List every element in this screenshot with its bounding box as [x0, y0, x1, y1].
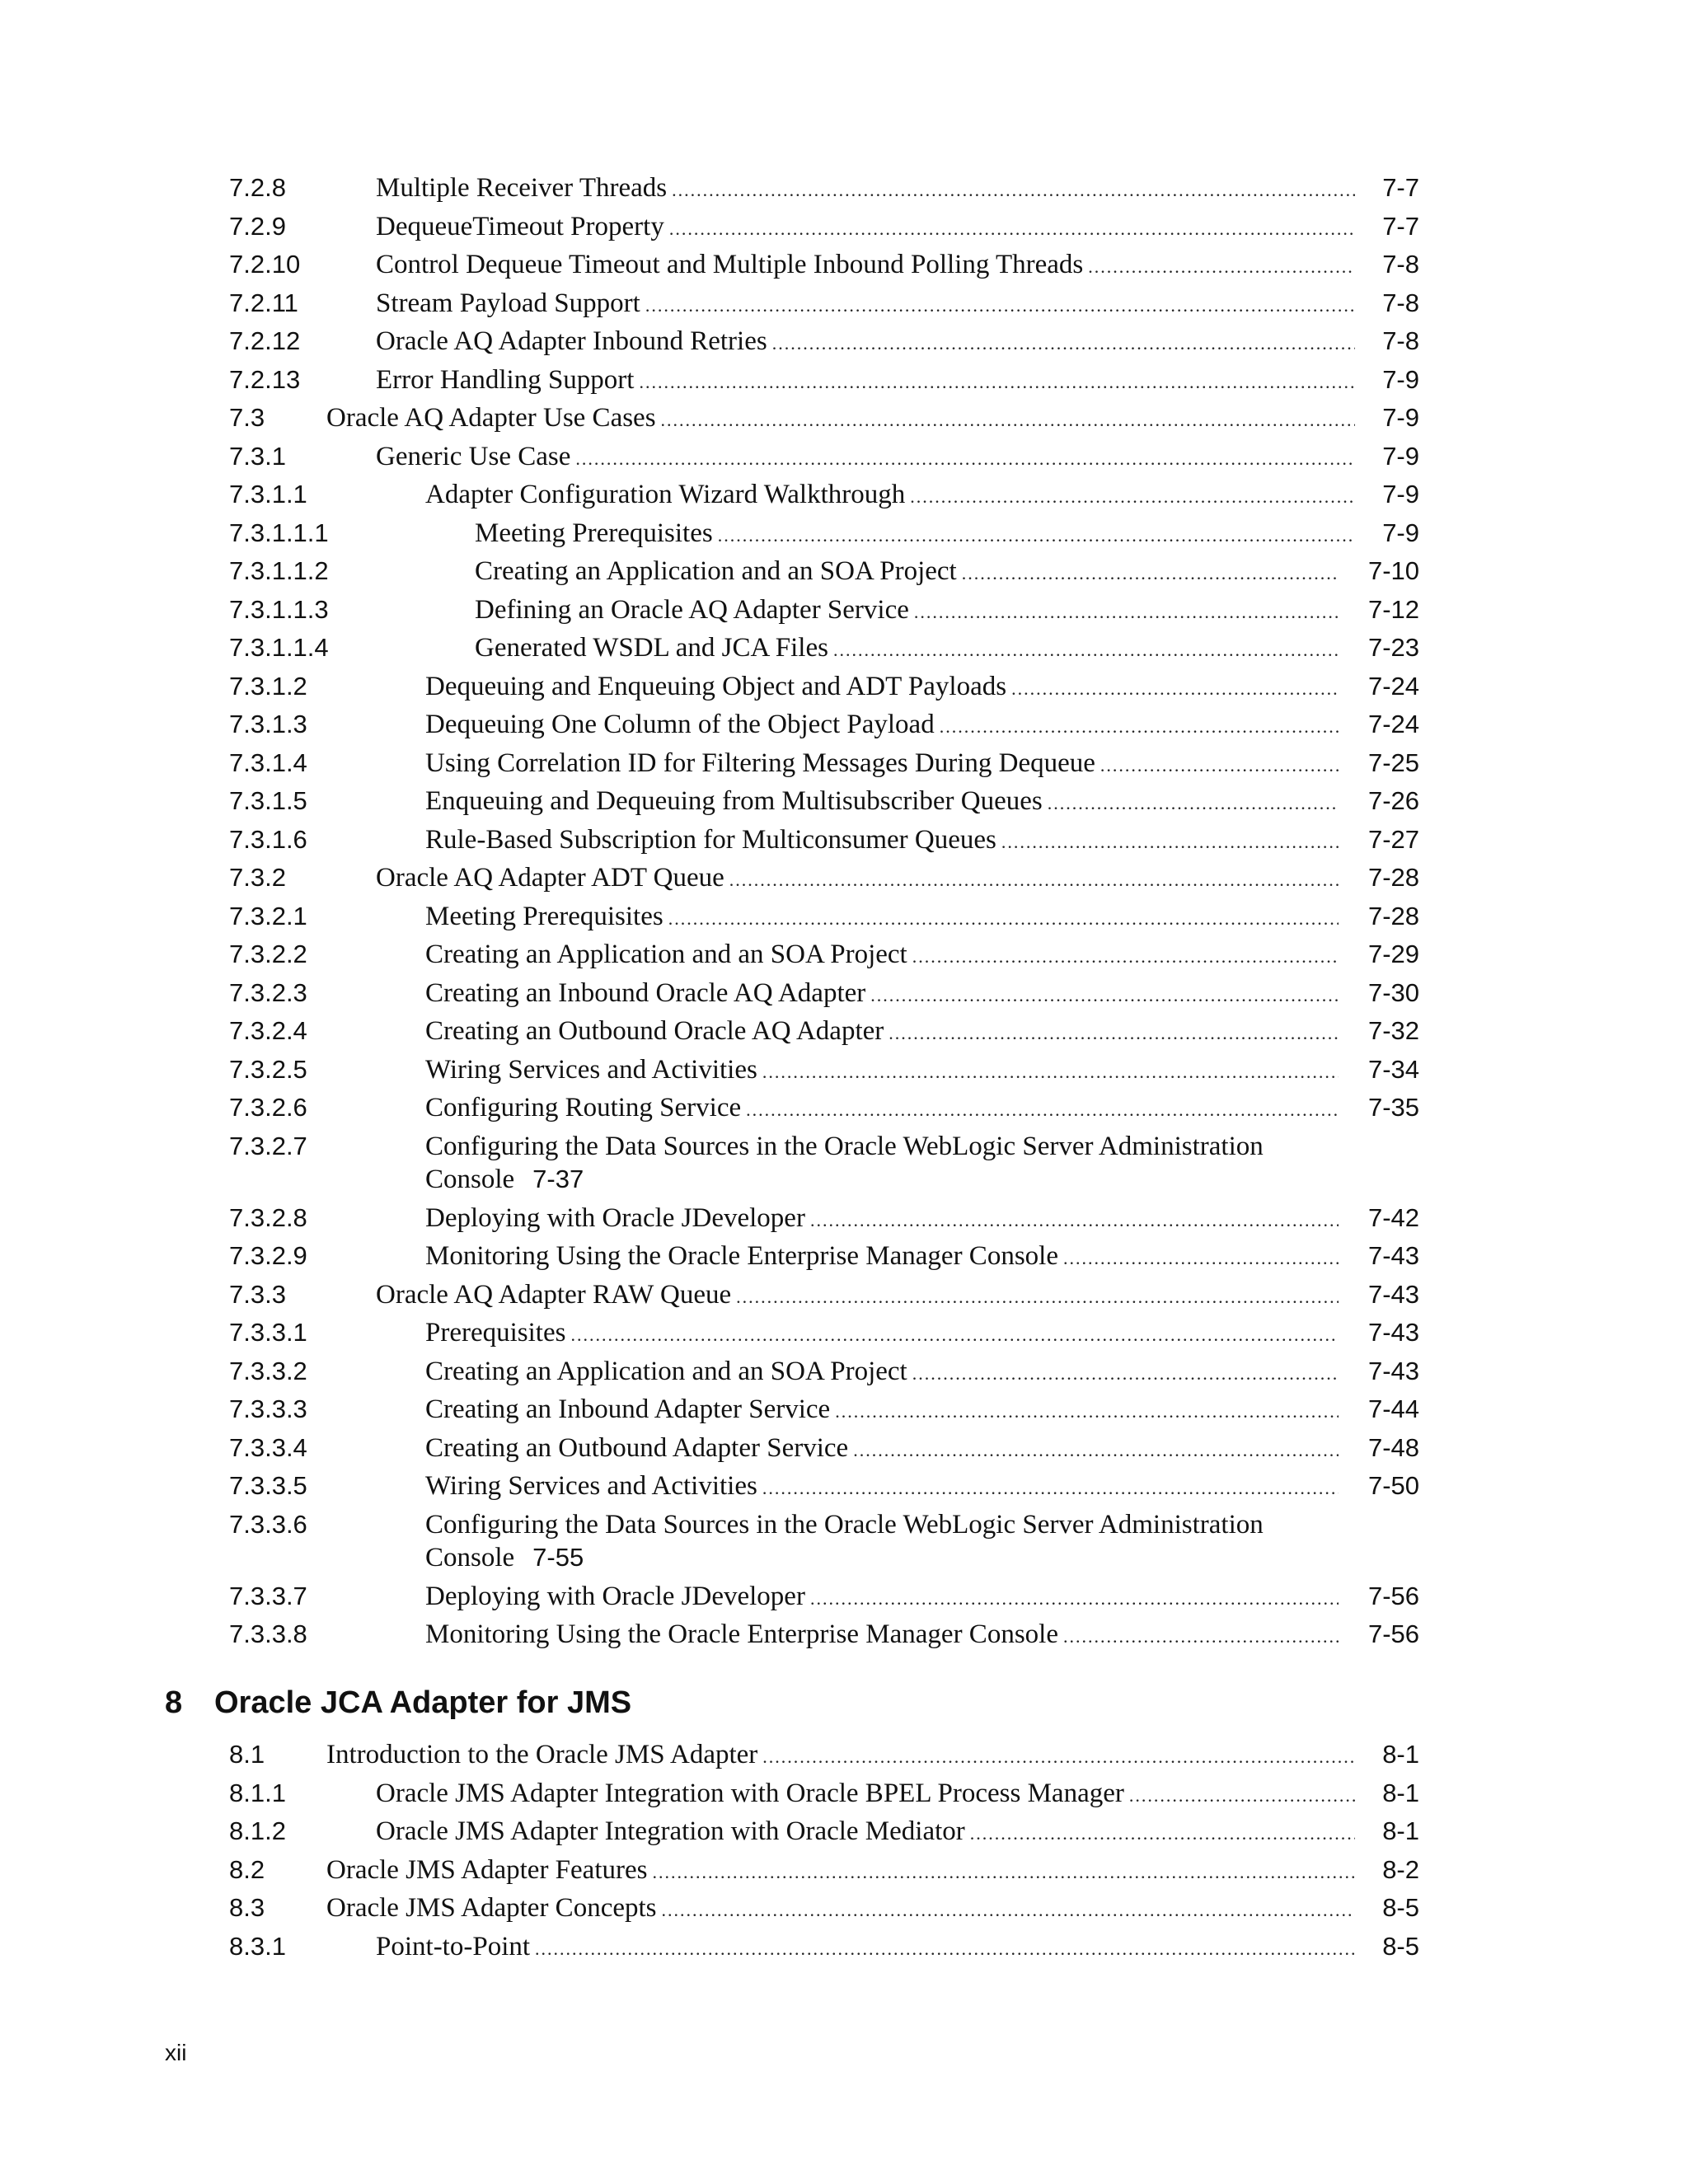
dot-leader [835, 1401, 1339, 1422]
toc-entry-page: 7-50 [1367, 1471, 1419, 1500]
toc-entry-page: 7-28 [1367, 863, 1419, 892]
toc-entry[interactable] [0, 514, 1688, 552]
dot-leader [762, 1478, 1339, 1499]
toc-entry-title: Creating an Outbound Adapter Service [425, 1432, 849, 1463]
toc-entry-title: Oracle AQ Adapter ADT Queue [376, 863, 724, 893]
toc-entry[interactable] [0, 476, 1688, 513]
toc-entry-title: Deploying with Oracle JDeveloper [425, 1581, 805, 1611]
dot-leader [1063, 1626, 1339, 1647]
toc-entry-number: 7.3.2.4 [229, 1016, 307, 1045]
toc-entry-title: Creating an Inbound Oracle AQ Adapter [425, 977, 866, 1008]
toc-entry-title: Enqueuing and Dequeuing from Multisubscriber Queues [425, 786, 1043, 816]
toc-entry-title: Creating an Application and an SOA Project [425, 1356, 907, 1386]
dot-leader [1088, 256, 1355, 278]
toc-entry-page: 7-7 [1382, 173, 1419, 202]
toc-entry-page: 7-24 [1367, 671, 1419, 701]
toc-entry[interactable] [0, 705, 1688, 743]
toc-entry[interactable] [0, 1467, 1688, 1505]
toc-entry[interactable] [0, 1089, 1688, 1127]
toc-entry-number: 7.3.2.8 [229, 1202, 307, 1232]
dot-leader [762, 1746, 1355, 1768]
dot-leader [810, 1588, 1339, 1610]
dot-leader [889, 1023, 1339, 1044]
toc-entry-title: Wiring Services and Activities [425, 1054, 757, 1085]
toc-entry-page: 7-37 [532, 1165, 584, 1193]
toc-entry-number: 7.3.1.2 [229, 671, 307, 701]
toc-entry-title: Monitoring Using the Oracle Enterprise Manager Console [425, 1241, 1058, 1271]
toc-entry-page: 7-8 [1382, 326, 1419, 355]
dot-leader [668, 908, 1339, 930]
dot-leader [746, 1099, 1339, 1121]
toc-entry-number: 7.3.3.7 [229, 1581, 307, 1610]
chapter-title: Oracle JCA Adapter for JMS [214, 1685, 632, 1720]
toc-entry-page: 7-56 [1367, 1581, 1419, 1610]
toc-entry[interactable] [0, 1429, 1688, 1467]
toc-entry-page: 7-26 [1367, 786, 1419, 815]
dot-leader [912, 946, 1339, 968]
toc-entry-number: 7.2.12 [229, 326, 301, 355]
toc-entry[interactable] [0, 1314, 1688, 1352]
toc-entry-page: 8-2 [1382, 1854, 1419, 1884]
toc-entry-number: 7.3 [229, 403, 265, 432]
toc-entry[interactable] [0, 1276, 1688, 1314]
page-footer-number: xii [165, 2040, 187, 2065]
toc-entry-page: 7-43 [1367, 1356, 1419, 1385]
toc-entry-number: 7.3.2.3 [229, 977, 307, 1007]
toc-entry-page: 8-1 [1382, 1740, 1419, 1769]
toc-entry[interactable] [0, 1352, 1688, 1390]
dot-leader [1063, 1248, 1339, 1269]
dot-leader [912, 1363, 1339, 1385]
toc-entry[interactable] [0, 169, 1688, 207]
dot-leader [772, 333, 1355, 354]
toc-entry-number: 7.3.1.1.1 [229, 518, 329, 547]
dot-leader [570, 1324, 1339, 1346]
toc-entry-title: Oracle JMS Adapter Integration with Oracle Mediator [376, 1816, 965, 1846]
toc-entry-title: Creating an Inbound Adapter Service [425, 1394, 831, 1424]
toc-entry-title: Meeting Prerequisites [425, 901, 663, 931]
toc-entry-title-continued: Console [425, 1165, 515, 1194]
toc-entry[interactable] [0, 782, 1688, 820]
toc-entry[interactable] [0, 974, 1688, 1012]
toc-entry-title: Prerequisites [425, 1318, 566, 1347]
toc-entry-title: Using Correlation ID for Filtering Messages During Dequeue [425, 748, 1095, 778]
dot-leader [645, 295, 1355, 316]
toc-entry[interactable] [0, 1199, 1688, 1237]
dot-leader [914, 602, 1339, 623]
toc-entry-page: 7-42 [1367, 1202, 1419, 1232]
toc-entry[interactable] [0, 1051, 1688, 1089]
toc-entry-title-continued: Console [425, 1543, 515, 1572]
toc-entry[interactable] [0, 898, 1688, 935]
toc-entry-page: 7-43 [1367, 1279, 1419, 1309]
toc-entry[interactable] [0, 1851, 1688, 1889]
toc-entry-number: 7.3.3.6 [229, 1509, 307, 1539]
toc-entry[interactable] [0, 591, 1688, 629]
toc-entry-title: Generic Use Case [376, 441, 571, 471]
chapter-heading [165, 1681, 631, 1724]
toc-entry-number: 7.3.2.5 [229, 1054, 307, 1084]
toc-entry-number: 7.3.1.1.4 [229, 633, 329, 662]
toc-entry[interactable] [0, 1615, 1688, 1653]
toc-entry[interactable] [0, 1736, 1688, 1774]
toc-entry[interactable] [0, 208, 1688, 246]
toc-entry-page: 7-7 [1382, 211, 1419, 241]
toc-entry-number: 7.3.1.1.2 [229, 556, 329, 585]
dot-leader [962, 563, 1339, 584]
toc-entry-page: 8-1 [1382, 1778, 1419, 1807]
toc-entry-title: Configuring Routing Service [425, 1093, 742, 1122]
toc-entry-number: 8.3.1 [229, 1931, 286, 1961]
dot-leader [652, 1862, 1355, 1883]
dot-leader [1011, 678, 1339, 700]
toc-entry-title: Generated WSDL and JCA Files [475, 633, 828, 663]
dot-leader [940, 716, 1339, 738]
toc-entry-title: Point-to-Point [376, 1931, 531, 1961]
dot-leader [535, 1938, 1355, 1960]
toc-entry-title: Control Dequeue Timeout and Multiple Inbound Polling Threads [376, 250, 1084, 279]
toc-entry-title: Monitoring Using the Oracle Enterprise Manager Console [425, 1619, 1058, 1649]
toc-entry-number: 7.3.3 [229, 1279, 286, 1309]
dot-leader [810, 1210, 1339, 1231]
toc-entry-number: 7.3.3.3 [229, 1394, 307, 1423]
toc-entry-page: 7-24 [1367, 710, 1419, 738]
toc-entry-title: Error Handling Support [376, 364, 635, 395]
toc-entry-page: 7-27 [1367, 824, 1419, 854]
toc-entry-number: 7.2.10 [229, 250, 301, 279]
toc-entry[interactable] [0, 1127, 1688, 1194]
toc-entry-title: Multiple Receiver Threads [376, 173, 668, 203]
toc-entry-title: Meeting Prerequisites [475, 518, 713, 548]
toc-entry[interactable] [0, 1012, 1688, 1050]
toc-entry-page: 8-1 [1382, 1816, 1419, 1845]
toc-entry-title: DequeueTimeout Property [376, 211, 664, 241]
toc-entry[interactable] [0, 1889, 1688, 1927]
toc-entry-number: 8.3 [229, 1893, 265, 1922]
toc-entry-title: Oracle JMS Adapter Concepts [326, 1893, 657, 1923]
toc-entry-number: 8.1 [229, 1740, 265, 1769]
toc-entry-title: Dequeuing and Enqueuing Object and ADT Payloads [425, 671, 1007, 701]
toc-entry-page: 7-48 [1367, 1432, 1419, 1462]
toc-entry-page: 7-56 [1367, 1619, 1419, 1648]
toc-entry-title: Oracle AQ Adapter RAW Queue [376, 1279, 732, 1310]
toc-entry-page: 7-34 [1367, 1054, 1419, 1084]
toc-entry-number: 7.3.3.5 [229, 1471, 307, 1500]
toc-entry-page: 7-23 [1367, 633, 1419, 662]
dot-leader [1129, 1785, 1355, 1807]
toc-entry-number: 7.3.2.7 [229, 1131, 307, 1160]
dot-leader [729, 869, 1339, 891]
toc-entry-page: 7-29 [1367, 940, 1419, 968]
toc-entry-number: 7.3.2.2 [229, 940, 307, 968]
toc-entry-title: Stream Payload Support [376, 288, 640, 318]
toc-entry-number: 7.3.1.1.3 [229, 594, 329, 624]
dot-leader [669, 218, 1355, 240]
toc-entry-title: Introduction to the Oracle JMS Adapter [326, 1740, 758, 1769]
dot-leader [1001, 832, 1339, 853]
toc-entry[interactable] [0, 552, 1688, 590]
dot-leader [575, 448, 1355, 470]
dot-leader [718, 525, 1355, 546]
dot-leader [1100, 755, 1339, 776]
toc-entry[interactable] [0, 1237, 1688, 1275]
toc-entry-title: Rule-Based Subscription for Multiconsumer Queues [425, 824, 996, 855]
toc-entry-page: 7-9 [1382, 441, 1419, 471]
toc-entry-title: Adapter Configuration Wizard Walkthrough [425, 480, 906, 509]
toc-entry-page: 7-43 [1367, 1241, 1419, 1270]
toc-entry-number: 8.2 [229, 1854, 265, 1884]
toc-entry-number: 7.3.3.4 [229, 1432, 307, 1462]
toc-entry-page: 7-35 [1367, 1093, 1419, 1122]
toc-entry-page: 7-25 [1367, 748, 1419, 777]
toc-entry-number: 7.3.1.3 [229, 710, 307, 738]
toc-entry-page: 8-5 [1382, 1893, 1419, 1922]
toc-entry[interactable] [0, 284, 1688, 322]
toc-entry-page: 7-9 [1382, 364, 1419, 394]
toc-entry-number: 7.3.2.6 [229, 1093, 307, 1122]
toc-entry[interactable] [0, 361, 1688, 399]
toc-entry-page: 7-8 [1382, 250, 1419, 279]
toc-entry-page: 7-10 [1367, 556, 1419, 585]
toc-entry[interactable] [0, 668, 1688, 705]
toc-entry-number: 7.2.11 [229, 288, 298, 317]
toc-entry-number: 8.1.1 [229, 1778, 286, 1807]
dot-leader [736, 1286, 1339, 1308]
toc-entry-title: Configuring the Data Sources in the Oracle WebLogic Server Administration [425, 1131, 1264, 1161]
dot-leader [870, 985, 1339, 1006]
toc-entry[interactable] [0, 1577, 1688, 1615]
toc-entry-title: Wiring Services and Activities [425, 1471, 757, 1501]
toc-entry-number: 7.2.9 [229, 211, 286, 241]
dot-leader [762, 1062, 1339, 1083]
toc-entry[interactable] [0, 935, 1688, 973]
dot-leader [672, 180, 1355, 201]
toc-entry-title: Deploying with Oracle JDeveloper [425, 1202, 805, 1233]
toc-entry[interactable] [0, 1812, 1688, 1850]
toc-entry-number: 7.3.1.6 [229, 824, 307, 854]
toc-entry[interactable] [0, 1390, 1688, 1428]
toc-entry-page: 7-30 [1367, 977, 1419, 1007]
dot-leader [639, 372, 1355, 393]
toc-entry-number: 7.3.1.4 [229, 748, 307, 777]
toc-entry[interactable] [0, 1506, 1688, 1572]
toc-entry-number: 7.3.3.8 [229, 1619, 307, 1648]
toc-entry-title: Oracle AQ Adapter Inbound Retries [376, 326, 767, 356]
toc-entry-page: 7-32 [1367, 1016, 1419, 1045]
toc-entry[interactable] [0, 821, 1688, 859]
dot-leader [853, 1440, 1339, 1461]
toc-entry-page: 7-9 [1382, 480, 1419, 509]
toc-entry-page: 7-55 [532, 1543, 584, 1572]
toc-entry-page: 7-28 [1367, 901, 1419, 930]
toc-entry-number: 7.3.3.1 [229, 1318, 307, 1347]
toc-entry-title: Creating an Application and an SOA Project [475, 556, 957, 586]
dot-leader [661, 410, 1355, 431]
dot-leader [910, 486, 1355, 508]
toc-entry-page: 7-9 [1382, 403, 1419, 432]
toc-entry-number: 7.3.1.5 [229, 786, 307, 815]
toc-entry-title: Configuring the Data Sources in the Oracle WebLogic Server Administration [425, 1509, 1264, 1540]
toc-entry-title: Creating an Application and an SOA Project [425, 940, 907, 969]
toc-entry-number: 7.3.1.1 [229, 480, 307, 509]
toc-entry-page: 7-12 [1367, 594, 1419, 624]
toc-entry[interactable] [0, 1928, 1688, 1966]
toc-entry-title: Oracle JMS Adapter Features [326, 1854, 648, 1885]
toc-entry-title: Defining an Oracle AQ Adapter Service [475, 594, 909, 625]
toc-entry-title: Oracle AQ Adapter Use Cases [326, 403, 656, 433]
toc-entry-page: 7-8 [1382, 288, 1419, 317]
toc-entry-number: 8.1.2 [229, 1816, 286, 1845]
toc-entry-number: 7.3.3.2 [229, 1356, 307, 1385]
toc-entry[interactable] [0, 438, 1688, 476]
toc-entry-number: 7.2.13 [229, 364, 301, 394]
toc-entry-page: 7-43 [1367, 1318, 1419, 1347]
toc-entry-number: 7.3.2.1 [229, 901, 307, 930]
dot-leader [833, 640, 1339, 661]
toc-entry-number: 7.3.2 [229, 863, 286, 892]
toc-entry[interactable] [0, 322, 1688, 360]
dot-leader [662, 1900, 1356, 1921]
chapter-number: 8 [165, 1685, 183, 1720]
toc-entry[interactable] [0, 399, 1688, 437]
dot-leader [1048, 793, 1339, 814]
toc-entry-title: Creating an Outbound Oracle AQ Adapter [425, 1016, 884, 1046]
toc-entry[interactable] [0, 744, 1688, 782]
toc-entry[interactable] [0, 629, 1688, 667]
toc-entry[interactable] [0, 859, 1688, 897]
toc-entry-title: Oracle JMS Adapter Integration with Oracle BPEL Process Manager [376, 1778, 1124, 1808]
toc-entry-title: Dequeuing One Column of the Object Payload [425, 710, 935, 739]
toc-entry-number: 7.3.2.9 [229, 1241, 307, 1270]
toc-entry-number: 7.3.1 [229, 441, 286, 471]
toc-entry[interactable] [0, 1774, 1688, 1812]
dot-leader [970, 1823, 1355, 1844]
toc-entry-page: 8-5 [1382, 1931, 1419, 1961]
toc-entry-page: 7-44 [1367, 1394, 1419, 1423]
toc-entry[interactable] [0, 246, 1688, 284]
toc-entry-page: 7-9 [1382, 518, 1419, 547]
toc-entry-number: 7.2.8 [229, 173, 286, 202]
